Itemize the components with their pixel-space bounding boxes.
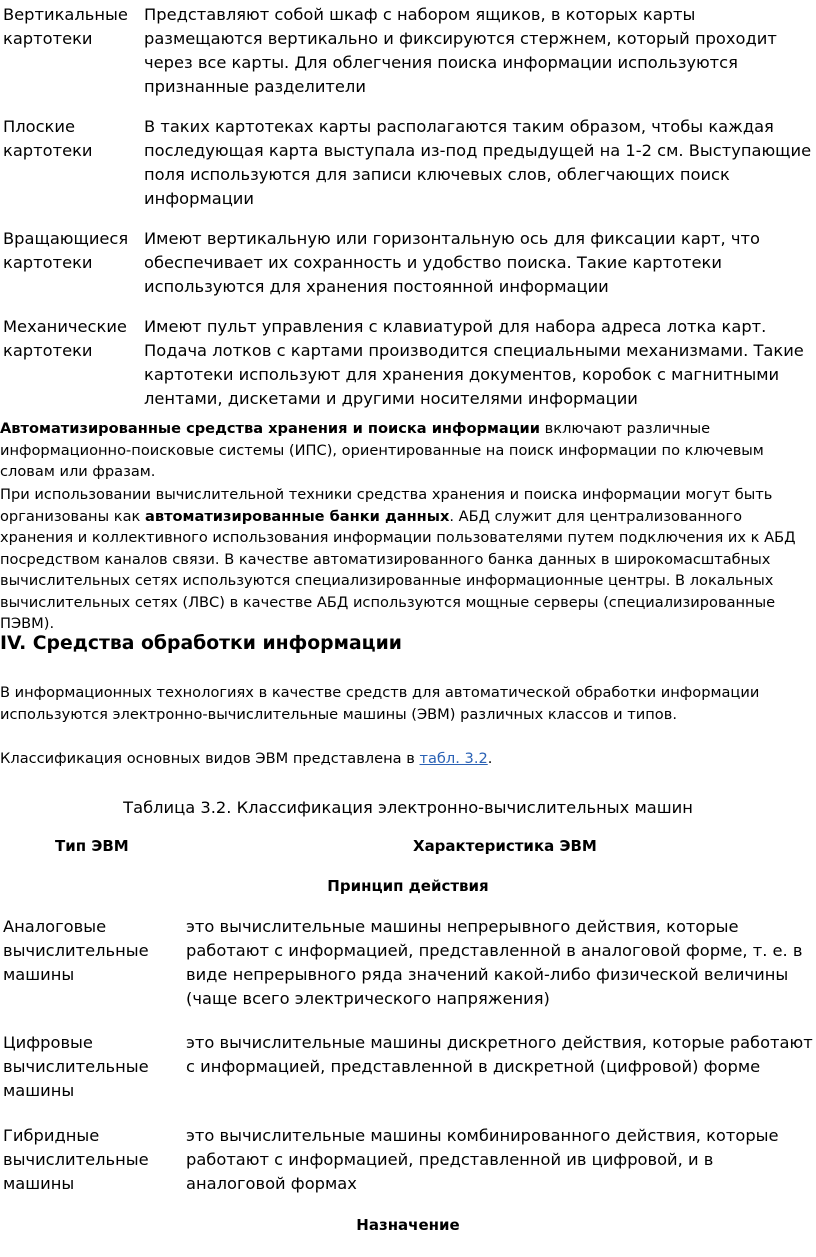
- cabinet-name: Вращающиеся картотеки: [3, 229, 129, 272]
- paragraph-databanks: [0, 484, 814, 635]
- cabinet-description: Имеют пульт управления с клавиатурой для набора адреса лотка карт. Подача лотков с картами производится специальными механизмами. Такие картотеки используют для хранения документов, коробок с магнитными лентами, дискетами и другими носителями информации: [144, 317, 804, 408]
- cabinet-description: В таких картотеках карты располагаются таким образом, чтобы каждая последующая карта выступала из-под предыдущей на 1-2 см. Выступающие поля используются для записи ключевых слов, облегчающих поиск информации: [144, 117, 812, 208]
- paragraph-text: .: [487, 750, 493, 767]
- paragraph-text: . АБД служит для централизованного хранения и коллективного использования информации пользователями путем подключения их к АБД посредством каналов связи. В качестве автоматизированного банка данных в широкомасштабных вычислительных сетях используются специализированные информационные центры. В локальных вычислительных сетях (ЛВС) в качестве АБД используются мощные серверы (специализированные ПЭВМ).: [0, 507, 796, 632]
- group-header-purpose: Назначение: [356, 1216, 460, 1234]
- table-row: [3, 227, 815, 299]
- cabinet-name: Плоские картотеки: [3, 117, 93, 160]
- table-row: [3, 1031, 815, 1103]
- bold-term: автоматизированные банки данных: [144, 507, 450, 525]
- paragraph-text: включают различные информационно-поисковые системы (ИПС), ориентированные на поиск информации по ключевым словам или фразам.: [0, 420, 764, 480]
- table-link[interactable]: табл. 3.2: [419, 750, 488, 767]
- cabinet-description: Имеют вертикальную или горизонтальную ось для фиксации карт, что обеспечивает их сохранность и удобство поиска. Такие картотеки используются для хранения постоянной информации: [144, 229, 760, 296]
- table-row: [3, 315, 815, 411]
- group-header-principle: Принцип действия: [327, 877, 489, 895]
- bold-term: Автоматизированные средства хранения и поиска информации: [0, 420, 541, 437]
- column-header-type: Тип ЭВМ: [55, 837, 129, 855]
- column-header-characteristics: Характеристика ЭВМ: [413, 837, 597, 855]
- cabinet-description: Представляют собой шкаф с набором ящиков, в которых карты размещаются вертикально и фиксируются стержнем, который проходит через все карты. Для облегчения поиска информации используются признанные разделители: [144, 5, 777, 96]
- section-heading: IV. Средства обработки информации: [0, 633, 402, 654]
- table-row: [3, 3, 815, 99]
- paragraph-automated-search: [0, 418, 814, 483]
- cabinet-name: Вертикальные картотеки: [3, 5, 128, 48]
- table-caption: Таблица 3.2. Классификация электронно-вычислительных машин: [123, 798, 693, 817]
- cabinet-name: Механические картотеки: [3, 317, 127, 360]
- computer-description: это вычислительные машины комбинированного действия, которые работают с информацией, представленной ив цифровой, и в аналоговой формах: [186, 1126, 779, 1193]
- paragraph-text: Классификация основных видов ЭВМ представлена в: [0, 750, 420, 767]
- computer-type: Аналоговые вычислительные машины: [3, 917, 149, 984]
- table-row: [3, 115, 815, 211]
- table-row: [3, 915, 815, 1011]
- computer-type: Цифровые вычислительные машины: [3, 1033, 149, 1100]
- cabinet-table: [3, 3, 815, 427]
- computer-description: это вычислительные машины непрерывного действия, которые работают с информацией, представленной в аналоговой форме, т. е. в виде непрерывного ряда значений какой-либо физической величины (чаще всего электрического напряжения): [186, 917, 803, 1008]
- paragraph-text: При использовании вычислительной техники средства хранения и поиска информации могут быть организованы как: [0, 486, 773, 525]
- table-row: [3, 1124, 815, 1196]
- paragraph-classification: [0, 748, 814, 770]
- paragraph-computers: [0, 682, 814, 725]
- computer-type: Гибридные вычислительные машины: [3, 1126, 149, 1193]
- computer-description: это вычислительные машины дискретного действия, которые работают с информацией, представленной в дискретной (цифровой) форме: [186, 1033, 813, 1076]
- paragraph-text: В информационных технологиях в качестве средств для автоматической обработки информации используются электронно-вычислительные машины (ЭВМ) различных классов и типов.: [0, 684, 760, 723]
